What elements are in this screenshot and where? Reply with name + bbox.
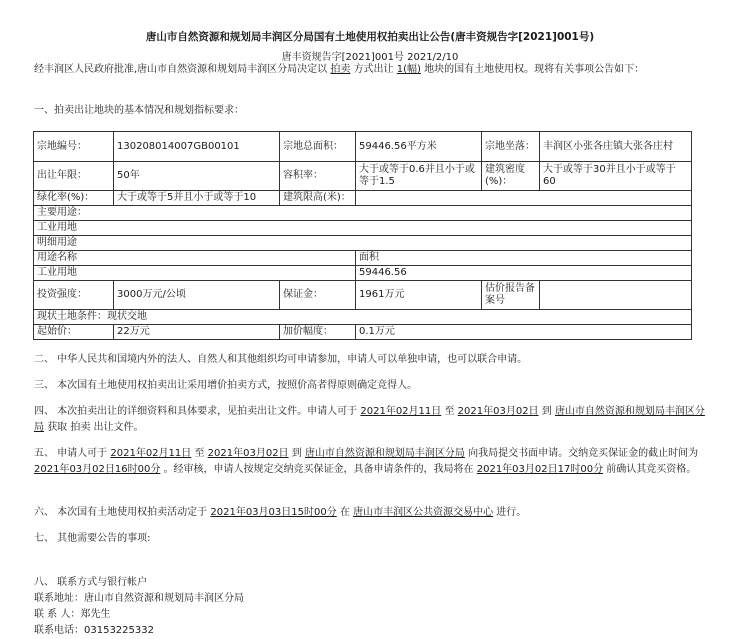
total-area: 59446.56平方米 [356, 132, 482, 162]
qualification-confirm-time: 2021年03月02日17时00分 [476, 464, 604, 475]
appraisal-record-number [540, 281, 692, 310]
page-title: 唐山市自然资源和规划局丰润区分局国有土地使用权拍卖出让公告(唐丰资规告字[2021]001号) [145, 31, 595, 43]
auction-method: 拍卖 [330, 64, 351, 75]
auction-time: 2021年03月03日15时00分 [210, 507, 337, 518]
section-2: 二、 中华人民共和国境内外的法人、自然人和其他组织均可申请参加，申请人可以单独申请，也可以联合申请。 [34, 354, 528, 365]
document-end-date: 2021年03月02日 [457, 406, 539, 417]
main-use: 工业用地 [34, 221, 692, 236]
intro-paragraph: 经丰润区人民政府批准,唐山市自然资源和规划局丰润区分局决定以 拍卖 方式出让 1(幅) 地块的国有土地使用权。现将有关事项公告如下： [34, 64, 645, 75]
application-start-date: 2021年02月11日 [110, 448, 192, 459]
contact-person: 联 系 人：郑先生 [34, 609, 111, 620]
table-row: 主要用途： [34, 206, 692, 221]
table-row: 宗地编号： 130208014007GB00101 宗地总面积： 59446.56平方米 宗地坐落： 丰润区小张各庄镇大张各庄村 [34, 132, 692, 162]
parcel-number: 130208014007GB00101 [114, 132, 280, 162]
table-row: 投资强度： 3000万元/公顷 保证金： 1961万元 估价报告备案号 [34, 281, 692, 310]
parcel-location: 丰润区小张各庄镇大张各庄村 [540, 132, 692, 162]
table-row: 绿化率(%)： 大于或等于5并且小于或等于10 建筑限高(米)： [34, 191, 692, 206]
height-limit [356, 191, 692, 206]
investment-intensity: 3000万元/公顷 [114, 281, 280, 310]
document-number-date: 唐丰资规告字[2021]001号 2021/2/10 [281, 52, 459, 63]
building-density: 大于或等于30并且小于或等于60 [540, 162, 692, 191]
table-row [34, 221, 692, 236]
table-row [34, 310, 692, 325]
section-4: 四、 本次拍卖出让的详细资料和具体要求，见拍卖出让文件。申请人可于 2021年02月11日 至 2021年03月02日 到 唐山市自然资源和规划局丰润区分局 获取 拍卖 出让文件。 [34, 406, 705, 433]
parcel-info-table [33, 131, 692, 340]
section-1-heading: 一、拍卖出让地块的基本情况和规划指标要求： [34, 105, 244, 116]
document-pickup-place: 唐山市自然资源和规划局丰润区分局 [34, 406, 705, 433]
use-area: 59446.56 [356, 266, 692, 281]
use-name: 工业用地 [34, 266, 356, 281]
section-7: 七、 其他需要公告的事项: [34, 533, 151, 544]
green-ratio: 大于或等于5并且小于或等于10 [114, 191, 280, 206]
floor-area-ratio: 大于或等于0.6并且小于或等于1.5 [356, 162, 482, 191]
parcel-count: 1(幅) [396, 64, 421, 75]
deposit-amount: 1961万元 [356, 281, 482, 310]
section-3: 三、 本次国有土地使用权拍卖出让采用增价拍卖方式，按照价高者得原则确定竞得人。 [34, 380, 418, 391]
contact-heading: 八、 联系方式与银行帐户 [34, 577, 148, 588]
table-row [34, 266, 692, 281]
section-8-contact [34, 575, 706, 639]
contact-phone: 联系电话：03153225332 [34, 625, 154, 636]
deposit-deadline: 2021年03月02日16时00分 [34, 464, 161, 475]
auction-venue: 唐山市丰润区公共资源交易中心 [353, 507, 494, 518]
table-row: 出让年限： 50年 容积率： 大于或等于0.6并且小于或等于1.5 建筑密度(%)： 大于或等于30并且小于或等于60 [34, 162, 692, 191]
application-place: 唐山市自然资源和规划局丰润区分局 [304, 448, 465, 459]
table-row: 起始价： 22万元 加价幅度： 0.1万元 [34, 325, 692, 340]
table-row: 明细用途 [34, 236, 692, 251]
section-6: 六、 本次国有土地使用权拍卖活动定于 2021年03月03日15时00分 在 唐山市丰润区公共资源交易中心 进行。 [34, 507, 527, 518]
contact-address: 联系地址：唐山市自然资源和规划局丰润区分局 [34, 593, 244, 604]
starting-price: 22万元 [114, 325, 280, 340]
lease-term: 50年 [114, 162, 280, 191]
document-start-date: 2021年02月11日 [360, 406, 442, 417]
land-condition: 现状土地条件：现状交地 [34, 310, 692, 325]
section-5: 五、 申请人可于 2021年02月11日 至 2021年03月02日 到 唐山市自然资源和规划局丰润区分局 向我局提交书面申请。交纳竞买保证金的截止时间为 2021年03月02日16时00分 。经审核，申请人按规定交纳竞买保证金，具备申请条件的，我局将在 2021年03月02日17时00分 前确认其竞买资格。 [34, 448, 699, 475]
application-end-date: 2021年03月02日 [207, 448, 289, 459]
table-row: 用途名称 面积 [34, 251, 692, 266]
bid-increment: 0.1万元 [356, 325, 692, 340]
